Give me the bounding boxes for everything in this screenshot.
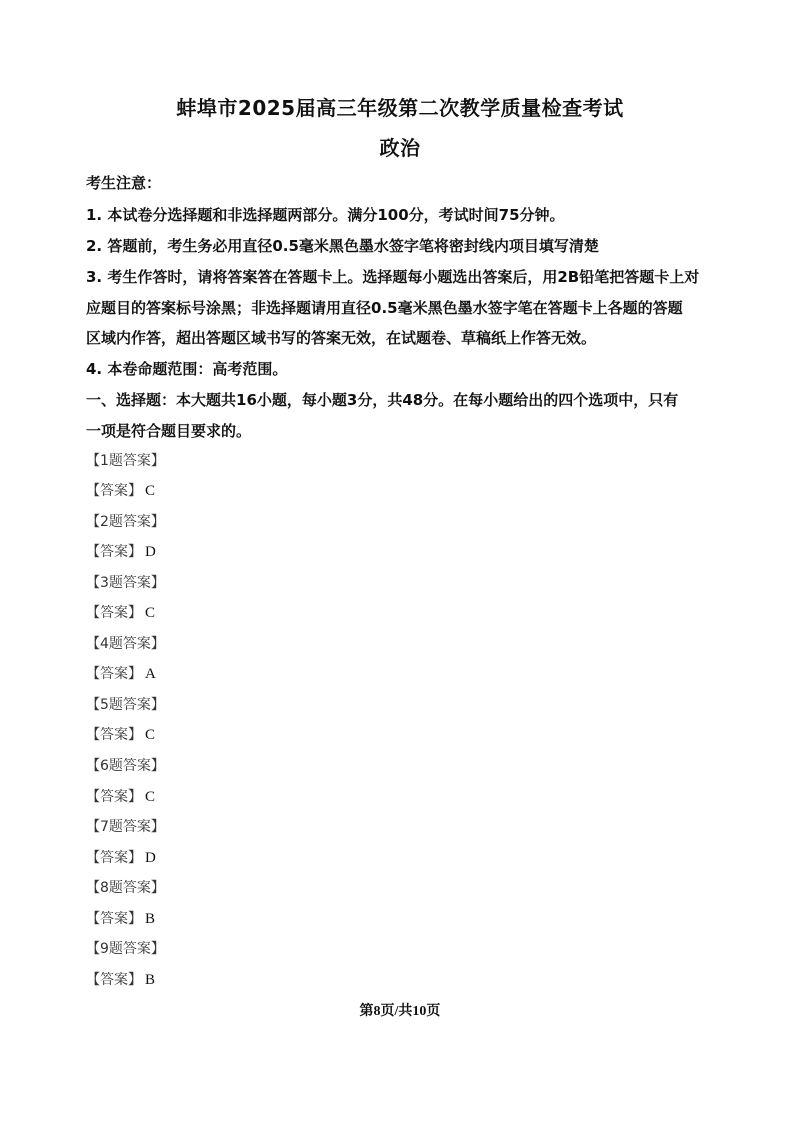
answer-header: 【8题答案】	[86, 880, 165, 896]
answer-row	[86, 603, 155, 623]
answer-header: 【4题答案】	[86, 636, 165, 652]
notice-line: 3. 考生作答时，请将答案答在答题卡上。选择题每小题选出答案后，用2B铅笔把答题卡上对	[86, 268, 700, 286]
notice-line: 区域内作答，超出答题区域书写的答案无效，在试题卷、草稿纸上作答无效。	[86, 329, 597, 347]
page-footer: 第8页/共10页	[359, 1004, 441, 1019]
subject-title: 政治	[379, 136, 421, 160]
answer-header: 【3题答案】	[86, 575, 165, 591]
section-heading: 一项是符合题目要求的。	[86, 422, 252, 440]
answer-label: 【答案】	[86, 911, 142, 927]
answer-label: 【答案】	[86, 666, 142, 682]
section-heading: 一、选择题：本大题共16小题，每小题3分，共48分。在每小题给出的四个选项中，只有	[86, 391, 679, 409]
notice-line: 1. 本试卷分选择题和非选择题两部分。满分100分，考试时间75分钟。	[86, 206, 565, 224]
answer-row	[86, 542, 156, 562]
answer-label: 【答案】	[86, 972, 142, 988]
answer-label: 【答案】	[86, 605, 142, 621]
answer-row	[86, 970, 155, 990]
answer-header: 【2题答案】	[86, 514, 165, 530]
answer-row	[86, 481, 155, 501]
notice-heading: 考生注意：	[86, 174, 162, 192]
answer-label: 【答案】	[86, 544, 142, 560]
answer-value: A	[145, 666, 156, 682]
answer-value: D	[145, 850, 156, 866]
answer-value: D	[145, 544, 156, 560]
answer-row	[86, 787, 155, 807]
answer-value: B	[145, 972, 156, 988]
page-title: 蚌埠市2025届高三年级第二次教学质量检查考试	[176, 96, 624, 120]
answer-label: 【答案】	[86, 789, 142, 805]
answer-row	[86, 909, 155, 929]
answer-value: C	[145, 483, 156, 499]
answer-header: 【9题答案】	[86, 941, 165, 957]
answer-label: 【答案】	[86, 850, 142, 866]
answer-header: 【1题答案】	[86, 453, 165, 469]
answer-row	[86, 725, 155, 745]
answer-value: C	[145, 605, 156, 621]
answer-row	[86, 848, 156, 868]
answer-label: 【答案】	[86, 727, 142, 743]
answer-header: 【5题答案】	[86, 697, 165, 713]
answer-label: 【答案】	[86, 483, 142, 499]
answer-value: B	[145, 911, 156, 927]
notice-line: 应题目的答案标号涂黑；非选择题请用直径0.5毫米黑色墨水签字笔在答题卡上各题的答题	[86, 299, 683, 317]
notice-line: 2. 答题前，考生务必用直径0.5毫米黑色墨水签字笔将密封线内项目填写清楚	[86, 237, 599, 255]
answer-value: C	[145, 727, 156, 743]
answer-header: 【7题答案】	[86, 819, 165, 835]
answer-header: 【6题答案】	[86, 758, 165, 774]
notice-line: 4. 本卷命题范围：高考范围。	[86, 360, 288, 378]
answer-row	[86, 664, 156, 684]
answer-value: C	[145, 789, 156, 805]
